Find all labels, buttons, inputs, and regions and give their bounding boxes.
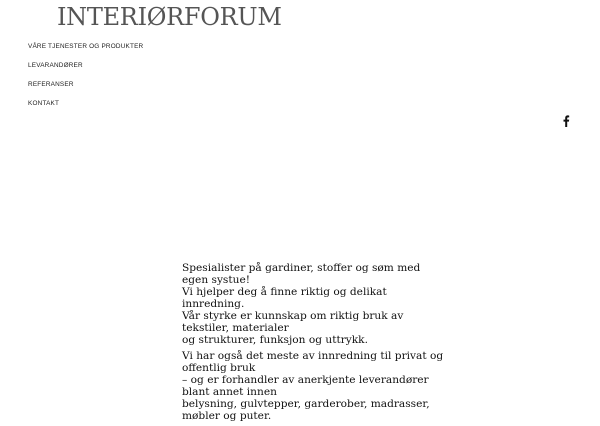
nav-item-services[interactable]: VÅRE TJENESTER OG PRODUKTER [28, 43, 144, 50]
nav-item-contact[interactable]: KONTAKT [28, 100, 60, 107]
text-line: Vi har også det meste av innredning til privat og offentlig bruk [182, 350, 444, 374]
facebook-icon[interactable] [561, 112, 571, 124]
text-line: Vår styrke er kunnskap om riktig bruk av tekstiler, materialer [182, 310, 404, 334]
text-line: – og er forhandler av anerkjente leverandører blant annet innen [182, 374, 429, 398]
intro-paragraph-1 [182, 262, 444, 346]
text-line: Vi hjelper deg å finne riktig og delikat innredning. [182, 286, 387, 310]
nav-item-suppliers[interactable]: LEVARANDØRER [28, 62, 83, 69]
text-line: Spesialister på gardiner, stoffer og søm med egen systue! [182, 262, 421, 286]
intro-text [182, 262, 444, 426]
site-logo[interactable]: INTERIØRFORUM [57, 3, 282, 31]
text-line: og strukturer, funksjon og uttrykk. [182, 334, 368, 346]
text-line: belysning, gulvtepper, garderober, madrasser, møbler og puter. [182, 398, 430, 422]
main-navigation [28, 40, 143, 116]
intro-paragraph-2 [182, 350, 444, 422]
nav-item-references[interactable]: REFERANSER [28, 81, 74, 88]
